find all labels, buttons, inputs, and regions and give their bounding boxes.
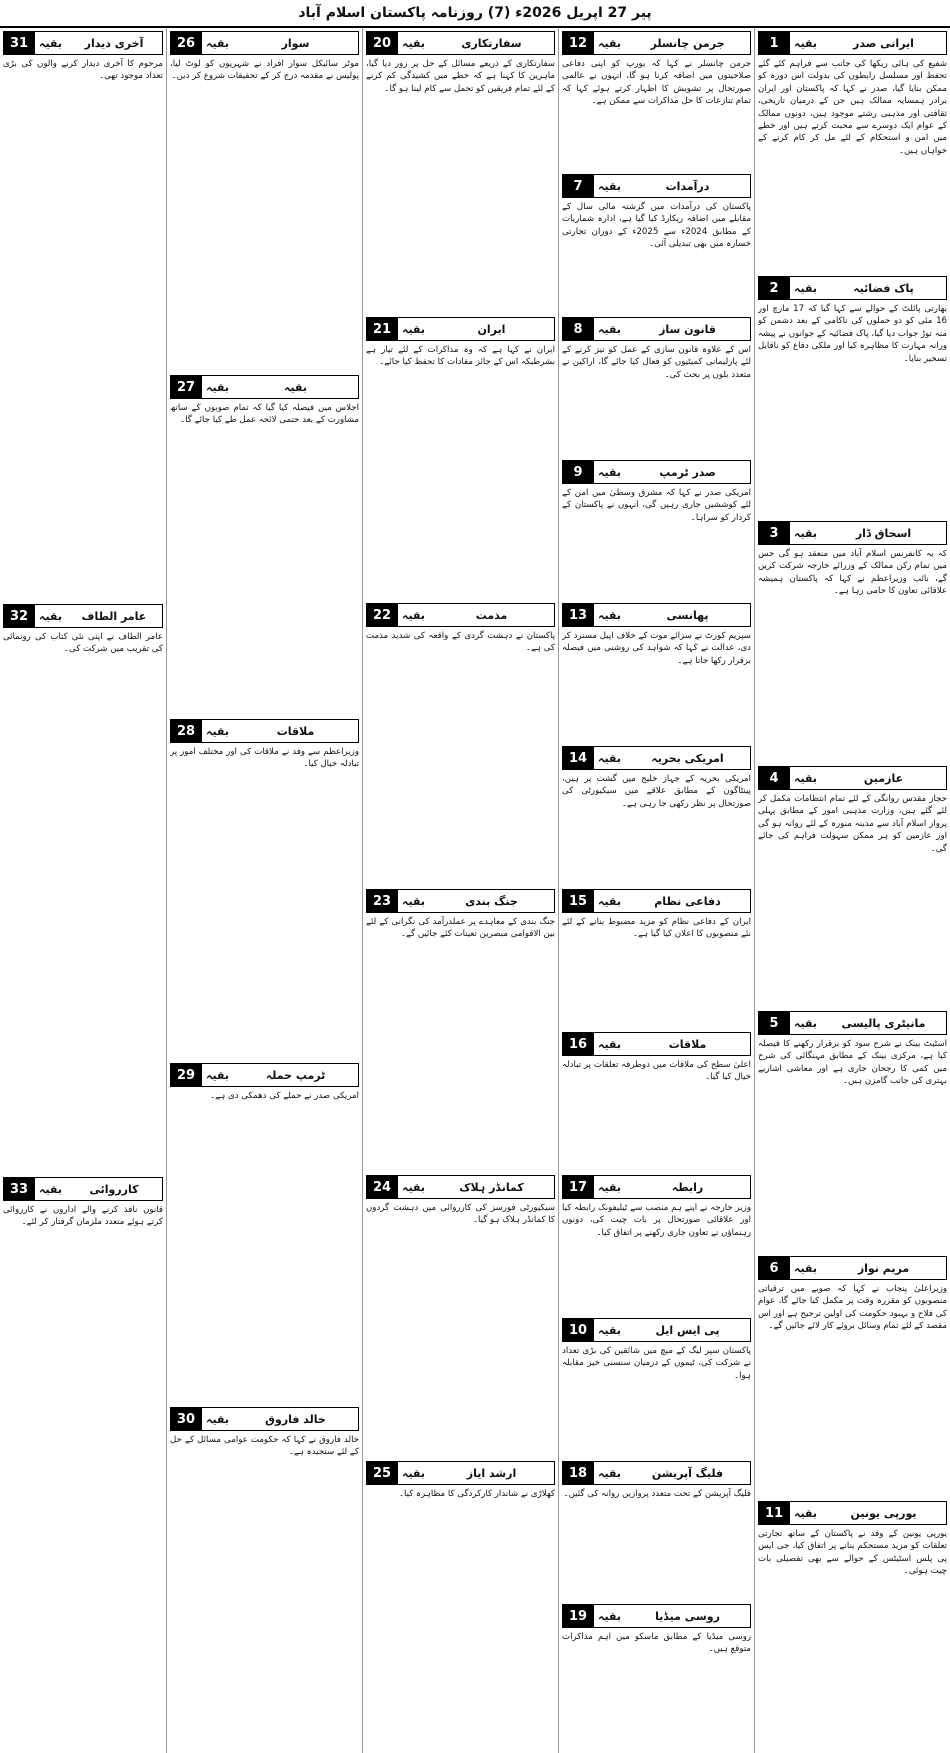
column-1 bbox=[754, 28, 950, 1753]
baqia-label: بقیہ bbox=[397, 604, 429, 626]
story bbox=[562, 603, 751, 743]
column-5 bbox=[0, 28, 166, 1753]
story bbox=[562, 889, 751, 1029]
story-text: سپریم کورٹ نے سزائے موت کے خلاف اپیل مسترد کر دی، عدالت نے کہا کہ شواہد کی روشنی میں فیصلہ برقرار رکھا جاتا ہے۔ bbox=[562, 631, 751, 666]
story bbox=[562, 746, 751, 886]
story-number: 6 bbox=[759, 1257, 789, 1279]
story-tag bbox=[170, 375, 359, 399]
story-number: 15 bbox=[563, 890, 593, 912]
baqia-label: بقیہ bbox=[397, 32, 429, 54]
story-number: 2 bbox=[759, 277, 789, 299]
story-tag bbox=[758, 31, 947, 55]
story-tag bbox=[562, 1318, 751, 1342]
story-number: 4 bbox=[759, 767, 789, 789]
story bbox=[562, 1175, 751, 1315]
story-tag bbox=[562, 31, 751, 55]
story bbox=[758, 766, 947, 1008]
story bbox=[170, 31, 359, 372]
story-tag bbox=[366, 31, 555, 55]
baqia-label: بقیہ bbox=[201, 1064, 233, 1086]
baqia-label: بقیہ bbox=[789, 522, 821, 544]
story-tag bbox=[562, 1461, 751, 1485]
story-title: ملاقات bbox=[668, 1037, 707, 1051]
story-text: پاکستان سپر لیگ کے میچ میں شائقین کی بڑی تعداد نے شرکت کی، ٹیموں کے درمیان سنسنی خیز مقابلہ ہوا۔ bbox=[562, 1346, 751, 1381]
story-tag bbox=[366, 603, 555, 627]
story bbox=[366, 1461, 555, 1744]
story-title: اسحاق ڈار bbox=[855, 526, 912, 540]
story bbox=[366, 603, 555, 886]
story-title: مذمت bbox=[475, 608, 508, 622]
story-title: روسی میڈیا bbox=[655, 1609, 720, 1623]
baqia-label: بقیہ bbox=[593, 1319, 625, 1341]
story-tag bbox=[758, 1501, 947, 1525]
story-text: جرمن چانسلر نے کہا کہ یورپ کو اپنی دفاعی صلاحیتوں میں اضافہ کرنا ہو گا، انہوں نے عالمی صورتحال پر تشویش کا اظہار کرتے ہوئے کہا کہ تمام تنازعات کا حل مذاکرات سے ممکن ہے۔ bbox=[562, 59, 751, 107]
story-number: 12 bbox=[563, 32, 593, 54]
story-text: قانون نافذ کرنے والے اداروں نے کارروائی کرتے ہوئے متعدد ملزمان گرفتار کر لئے۔ bbox=[3, 1205, 163, 1228]
story-tag bbox=[758, 766, 947, 790]
story-tag bbox=[366, 1461, 555, 1485]
story-text: مرحوم کا آخری دیدار کرنے والوں کی بڑی تعداد موجود تھی۔ bbox=[3, 59, 163, 82]
story bbox=[170, 719, 359, 1060]
story-title: یورپی یونین bbox=[850, 1506, 917, 1520]
story-number: 20 bbox=[367, 32, 397, 54]
story-title: صدر ٹرمپ bbox=[659, 465, 716, 479]
story bbox=[758, 276, 947, 518]
story-number: 10 bbox=[563, 1319, 593, 1341]
story-title: جرمن چانسلر bbox=[650, 36, 725, 50]
story-text: وزیر خارجہ نے اپنے ہم منصب سے ٹیلیفونک رابطہ کیا اور علاقائی صورتحال پر بات چیت کی، دونوں رہنماؤں نے تعاون جاری رکھنے پر اتفاق کیا۔ bbox=[562, 1203, 751, 1238]
story bbox=[758, 521, 947, 763]
story-tag bbox=[758, 521, 947, 545]
baqia-label: بقیہ bbox=[789, 32, 821, 54]
story-tag bbox=[562, 460, 751, 484]
story-title: ایران bbox=[477, 322, 506, 336]
story-number: 32 bbox=[4, 605, 34, 627]
story-title: کمانڈر ہلاک bbox=[459, 1180, 524, 1194]
story-number: 26 bbox=[171, 32, 201, 54]
story-tag bbox=[170, 31, 359, 55]
story-title: سفارتکاری bbox=[461, 36, 522, 50]
story-number: 17 bbox=[563, 1176, 593, 1198]
story-title: پی ایس ایل bbox=[655, 1323, 720, 1337]
story-text: شفیع کی ہائی ریکھا کی جانب سے فراہم کئے گئے تحفظ اور مسلسل رابطوں کی بدولت اس دورہ کو ممکن بنایا گیا، صدر نے کہا کہ پاکستان اور ایران برادر ہمسایہ ممالک ہیں جن کے درمیان تاریخی، ثقافتی اور مذہبی رشتے موجود ہیں، دونوں ممالک کے عوام ایک دوسرے سے محبت کرتے ہیں اور خطے میں امن و استحکام کے لئے مل کر کام کرنے کے خواہاں ہیں۔ bbox=[758, 59, 947, 156]
story-tag bbox=[758, 1011, 947, 1035]
story-tag bbox=[562, 1175, 751, 1199]
story-text: حجاز مقدس روانگی کے لئے تمام انتظامات مکمل کر لئے گئے ہیں، وزارت مذہبی امور کے مطابق پہلی پرواز اسلام آباد سے مدینہ منورہ کے لئے روانہ ہو گی اور عازمین کو ہر ممکن سہولت فراہم کی جائے گی۔ bbox=[758, 794, 947, 854]
newspaper-columns bbox=[0, 28, 950, 1753]
story-tag bbox=[562, 746, 751, 770]
baqia-label: بقیہ bbox=[593, 890, 625, 912]
story-title: خالد فاروق bbox=[265, 1412, 326, 1426]
story bbox=[758, 1501, 947, 1743]
story-text: کھلاڑی نے شاندار کارکردگی کا مظاہرہ کیا۔ bbox=[398, 1489, 555, 1499]
story-text: یورپی یونین کے وفد نے پاکستان کے ساتھ تجارتی تعلقات کو مزید مستحکم بنانے پر اتفاق کیا، جی ایس پی پلس اسٹیٹس کے حوالے سے بھی تفصیلی بات چیت ہوئی۔ bbox=[758, 1529, 947, 1577]
baqia-label: بقیہ bbox=[34, 32, 66, 54]
baqia-label: بقیہ bbox=[201, 32, 233, 54]
baqia-label: بقیہ bbox=[397, 1176, 429, 1198]
story bbox=[562, 1032, 751, 1172]
story-title: ملاقات bbox=[276, 724, 315, 738]
story-number: 8 bbox=[563, 318, 593, 340]
story-text: پاکستان نے دہشت گردی کے واقعہ کی شدید مذمت کی ہے۔ bbox=[366, 631, 555, 654]
story-text: موٹر سائیکل سوار افراد نے شہریوں کو لوٹ لیا، پولیس نے مقدمہ درج کر کے تحقیقات شروع کر دیں۔ bbox=[170, 59, 359, 82]
story-title: کارروائی bbox=[89, 1182, 139, 1196]
story-text: اعلیٰ سطح کی ملاقات میں دوطرفہ تعلقات پر تبادلہ خیال کیا گیا۔ bbox=[562, 1060, 751, 1083]
story-tag bbox=[170, 1407, 359, 1431]
baqia-label: بقیہ bbox=[593, 1605, 625, 1627]
baqia-label: بقیہ bbox=[397, 318, 429, 340]
story-title: درآمدات bbox=[665, 179, 710, 193]
story-text: جنگ بندی کے معاہدے پر عملدرآمد کی نگرانی کے لئے بین الاقوامی مبصرین تعینات کئے جائیں گے۔ bbox=[366, 917, 555, 940]
baqia-label: بقیہ bbox=[593, 1033, 625, 1055]
baqia-label: بقیہ bbox=[789, 767, 821, 789]
baqia-label: بقیہ bbox=[593, 32, 625, 54]
story-number: 30 bbox=[171, 1408, 201, 1430]
story-number: 18 bbox=[563, 1462, 593, 1484]
baqia-label: بقیہ bbox=[593, 747, 625, 769]
story-tag bbox=[366, 889, 555, 913]
story-text: کہ یہ کانفرنس اسلام آباد میں منعقد ہو گی جس میں تمام رکن ممالک کے وزرائے خارجہ شرکت کریں گے، نائب وزیراعظم نے کہا کہ پاکستان ہمیشہ علاقائی تعاون کا حامی رہا ہے۔ bbox=[758, 549, 947, 597]
story bbox=[758, 1011, 947, 1253]
story-title: مریم نواز bbox=[857, 1261, 910, 1275]
story-number: 21 bbox=[367, 318, 397, 340]
story-number: 9 bbox=[563, 461, 593, 483]
baqia-label: بقیہ bbox=[397, 1462, 429, 1484]
baqia-label: بقیہ bbox=[593, 318, 625, 340]
baqia-label: بقیہ bbox=[789, 277, 821, 299]
story-title: دفاعی نظام bbox=[654, 894, 721, 908]
story-text: بھارتی پائلٹ کے حوالے سے کہا گیا کہ 17 مارچ اور 16 مئی کو دو حملوں کی ناکامی کے بعد دشمن کو منہ توڑ جواب دیا گیا، پاک فضائیہ کے جوانوں نے پیشہ ورانہ مہارت کا مظاہرہ کیا اور ملکی دفاع کو ناقابل تسخیر بنایا۔ bbox=[758, 304, 947, 364]
column-2 bbox=[558, 28, 754, 1753]
story-text: اس کے علاوہ قانون سازی کے عمل کو تیز کرنے کے لئے پارلیمانی کمیٹیوں کو فعال کیا جائے گا، اراکین نے متعدد بلوں پر بحث کی۔ bbox=[562, 345, 751, 380]
story-title: پاک فضائیہ bbox=[853, 281, 914, 295]
story-title: امریکی بحریہ bbox=[651, 751, 724, 765]
story-tag bbox=[366, 317, 555, 341]
story-number: 19 bbox=[563, 1605, 593, 1627]
story bbox=[758, 31, 947, 273]
story-number: 3 bbox=[759, 522, 789, 544]
baqia-label: بقیہ bbox=[593, 461, 625, 483]
baqia-label: بقیہ bbox=[201, 1408, 233, 1430]
story-text: سیکیورٹی فورسز کی کارروائی میں دہشت گردوں کا کمانڈر ہلاک ہو گیا۔ bbox=[366, 1203, 555, 1226]
story-number: 11 bbox=[759, 1502, 789, 1524]
story bbox=[170, 1407, 359, 1748]
story-number: 23 bbox=[367, 890, 397, 912]
story-tag bbox=[758, 1256, 947, 1280]
story-text: اجلاس میں فیصلہ کیا گیا کہ تمام صوبوں کے ساتھ مشاورت کے بعد حتمی لائحہ عمل طے کیا جائے گا۔ bbox=[170, 403, 359, 426]
story bbox=[562, 317, 751, 457]
story bbox=[366, 1175, 555, 1458]
story bbox=[366, 31, 555, 314]
story-number: 24 bbox=[367, 1176, 397, 1198]
story-title: رابطہ bbox=[671, 1180, 704, 1194]
story-tag bbox=[562, 1604, 751, 1628]
story-text: امریکی بحریہ کے جہاز خلیج میں گشت پر ہیں، پینٹاگون کے مطابق علاقے میں سیکیورٹی کی صورتحال پر نظر رکھی جا رہی ہے۔ bbox=[562, 774, 751, 809]
story-title: ارشد ایاز bbox=[466, 1466, 517, 1480]
story-number: 1 bbox=[759, 32, 789, 54]
story-number: 31 bbox=[4, 32, 34, 54]
story bbox=[562, 1461, 751, 1601]
story bbox=[366, 889, 555, 1172]
story-number: 29 bbox=[171, 1064, 201, 1086]
story-number: 5 bbox=[759, 1012, 789, 1034]
story-tag bbox=[366, 1175, 555, 1199]
story bbox=[562, 31, 751, 171]
story-tag bbox=[562, 603, 751, 627]
baqia-label: بقیہ bbox=[593, 175, 625, 197]
story-title: مانیٹری پالیسی bbox=[841, 1016, 926, 1030]
baqia-label: بقیہ bbox=[201, 376, 233, 398]
story-title: جنگ بندی bbox=[465, 894, 518, 908]
column-4 bbox=[166, 28, 362, 1753]
story bbox=[3, 31, 163, 601]
baqia-label: بقیہ bbox=[593, 1462, 625, 1484]
story-text: وزیراعظم سے وفد نے ملاقات کی اور مختلف امور پر تبادلہ خیال کیا۔ bbox=[170, 747, 359, 770]
story-text: امریکی صدر نے کہا کہ مشرق وسطیٰ میں امن کے لئے کوششیں جاری رہیں گی، انہوں نے پاکستان کے کردار کو سراہا۔ bbox=[562, 488, 751, 523]
baqia-label: بقیہ bbox=[593, 604, 625, 626]
story-text: خالد فاروق نے کہا کہ حکومت عوامی مسائل کے حل کے لئے سنجیدہ ہے۔ bbox=[170, 1435, 359, 1458]
story-tag bbox=[562, 889, 751, 913]
story-title: عامر الطاف bbox=[81, 609, 147, 623]
story bbox=[562, 1604, 751, 1744]
story-title: ٹرمپ حملہ bbox=[265, 1068, 326, 1082]
baqia-label: بقیہ bbox=[201, 720, 233, 742]
story-title: ایرانی صدر bbox=[853, 36, 914, 50]
story-tag bbox=[562, 174, 751, 198]
story-text: ایران کے دفاعی نظام کو مزید مضبوط بنانے کے لئے نئے منصوبوں کا اعلان کیا گیا ہے۔ bbox=[562, 917, 751, 940]
story-number: 25 bbox=[367, 1462, 397, 1484]
story-number: 22 bbox=[367, 604, 397, 626]
story-number: 27 bbox=[171, 376, 201, 398]
baqia-label: بقیہ bbox=[593, 1176, 625, 1198]
story-tag bbox=[562, 1032, 751, 1056]
story-title: فلیگ آپریشن bbox=[651, 1466, 724, 1480]
baqia-label: بقیہ bbox=[397, 890, 429, 912]
baqia-label: بقیہ bbox=[34, 605, 66, 627]
story-text: اسٹیٹ بینک نے شرح سود کو برقرار رکھنے کا فیصلہ کیا ہے، مرکزی بینک کے مطابق مہنگائی کی شرح میں کمی کا رجحان جاری ہے اور معاشی اشاریے بہتری کی جانب گامزن ہیں۔ bbox=[758, 1039, 947, 1087]
story-tag bbox=[170, 719, 359, 743]
story-tag bbox=[170, 1063, 359, 1087]
story-tag bbox=[3, 31, 163, 55]
story-tag bbox=[3, 1177, 163, 1201]
story bbox=[758, 1256, 947, 1498]
story-number: 7 bbox=[563, 175, 593, 197]
story bbox=[562, 174, 751, 314]
story-title: پھانسی bbox=[666, 608, 709, 622]
story-text: فلیگ آپریشن کے تحت متعدد پروازیں روانہ کی گئیں۔ bbox=[563, 1489, 751, 1499]
story-title: بقیہ bbox=[284, 380, 307, 394]
baqia-label: بقیہ bbox=[34, 1178, 66, 1200]
story-text: پاکستان کی درآمدات میں گزشتہ مالی سال کے مقابلے میں اضافہ ریکارڈ کیا گیا ہے، ادارہ شماریات کے مطابق 2024ء سے 2025ء کے دوران تجارتی خسارہ میں بھی تبدیلی آئی۔ bbox=[562, 202, 751, 250]
story-text: ایران نے کہا ہے کہ وہ مذاکرات کے لئے تیار ہے بشرطیکہ اس کے جائز مفادات کا تحفظ کیا جائے۔ bbox=[366, 345, 555, 368]
story-text: امریکی صدر نے حملے کی دھمکی دی ہے۔ bbox=[210, 1091, 359, 1101]
story-number: 14 bbox=[563, 747, 593, 769]
story bbox=[562, 1318, 751, 1458]
story-number: 28 bbox=[171, 720, 201, 742]
story bbox=[366, 317, 555, 600]
story bbox=[562, 460, 751, 600]
story bbox=[3, 604, 163, 1174]
date-line: پیر 27 اپریل 2026ء (7) روزنامہ پاکستان اسلام آباد bbox=[298, 5, 652, 21]
story-title: قانون ساز bbox=[659, 322, 716, 336]
story-text: عامر الطاف نے اپنی نئی کتاب کی رونمائی کی تقریب میں شرکت کی۔ bbox=[3, 632, 163, 655]
story-text: وزیراعلیٰ پنجاب نے کہا کہ صوبے میں ترقیاتی منصوبوں کو مقررہ وقت پر مکمل کیا جائے گا، عوام کی فلاح و بہبود حکومت کی اولین ترجیح ہے اور اس مقصد کے لئے تمام وسائل بروئے کار لائے جائیں گے۔ bbox=[758, 1284, 947, 1332]
story-title: آخری دیدار bbox=[84, 36, 144, 50]
column-3 bbox=[362, 28, 558, 1753]
story-text: روسی میڈیا کے مطابق ماسکو میں اہم مذاکرات متوقع ہیں۔ bbox=[562, 1632, 751, 1655]
baqia-label: بقیہ bbox=[789, 1012, 821, 1034]
story-tag bbox=[758, 276, 947, 300]
story-number: 13 bbox=[563, 604, 593, 626]
story bbox=[3, 1177, 163, 1747]
story-title: عازمین bbox=[863, 771, 904, 785]
page-header bbox=[0, 0, 950, 28]
story-text: سفارتکاری کے ذریعے مسائل کے حل پر زور دیا گیا، ماہرین کا کہنا ہے کہ خطے میں کشیدگی کم کرنے کے لئے تمام فریقین کو تحمل سے کام لینا ہو گا۔ bbox=[366, 59, 555, 94]
story-tag bbox=[562, 317, 751, 341]
story-number: 33 bbox=[4, 1178, 34, 1200]
baqia-label: بقیہ bbox=[789, 1257, 821, 1279]
story bbox=[170, 375, 359, 716]
story-number: 16 bbox=[563, 1033, 593, 1055]
baqia-label: بقیہ bbox=[789, 1502, 821, 1524]
story-tag bbox=[3, 604, 163, 628]
story bbox=[170, 1063, 359, 1404]
story-title: سوار bbox=[281, 36, 310, 50]
